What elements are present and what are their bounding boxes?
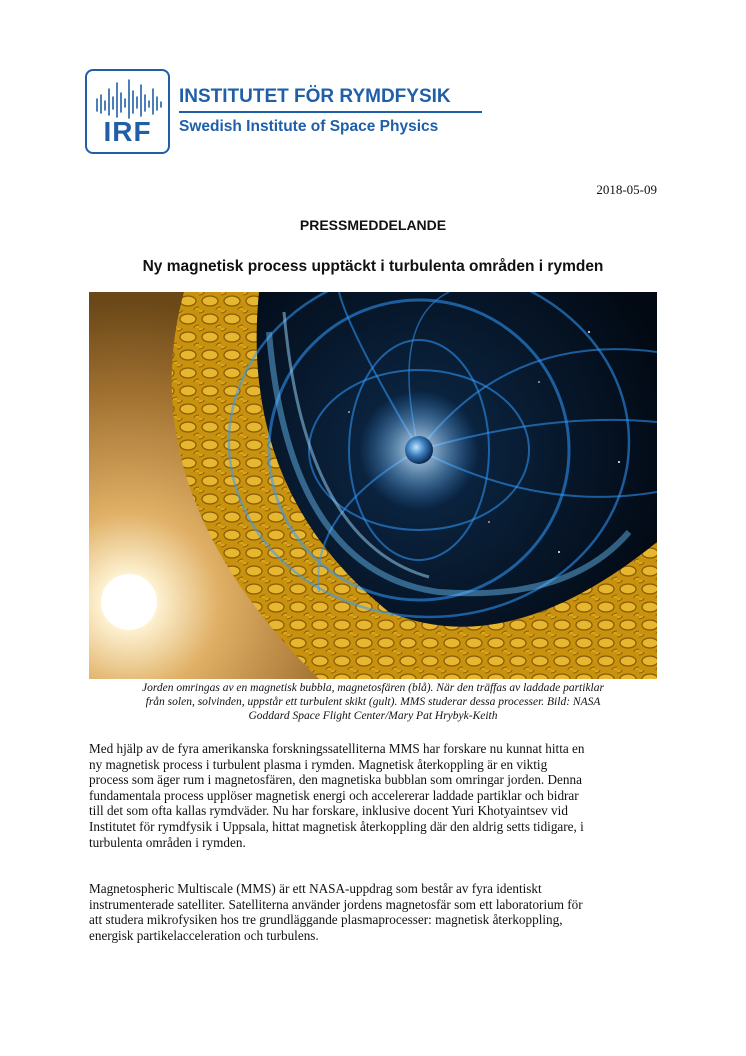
text-line: instrumenterade satelliter. Satelliterna använder jordens magnetosfär som ett laboratorium för: [89, 896, 583, 912]
waveform-icon: [94, 77, 164, 121]
text-line: Med hjälp av de fyra amerikanska forskningssatelliterna MMS har forskare nu kunnat hitta en: [89, 741, 585, 756]
text-line: Magnetospheric Multiscale (MMS) är ett NASA-uppdrag som består av fyra identiskt: [89, 881, 542, 896]
image-caption: [89, 681, 657, 723]
body-paragraph-1: [89, 741, 661, 850]
text-line: process som äger rum i magnetosfären, den magnetiska bubblan som omringar jorden. Denna: [89, 772, 582, 788]
body-paragraph-2: [89, 881, 661, 943]
caption-line: Jorden omringas av en magnetisk bubbla, magnetosfären (blå). När den träffas av laddade partiklar: [142, 682, 604, 694]
sun: [101, 574, 157, 630]
text-line: turbulenta områden i rymden.: [89, 834, 246, 850]
caption-line: Goddard Space Flight Center/Mary Pat Hrybyk-Keith: [248, 710, 498, 722]
institute-name: INSTITUTET FÖR RYMDFYSIK: [179, 86, 451, 107]
headline: Ny magnetisk process upptäckt i turbulenta områden i rymden: [142, 258, 604, 275]
institute-name-english: Swedish Institute of Space Physics: [179, 118, 439, 135]
text-line: till det som ofta kallas rymdväder. Nu har forskare, inklusive docent Yuri Khotyaintsev vid: [89, 803, 568, 819]
caption-line: från solen, solvinden, uppstår ett turbulent skikt (gult). MMS studerar dessa processer. Bild: NASA: [145, 696, 601, 708]
text-line: Institutet för rymdfysik i Uppsala, hittat magnetisk återkoppling där den aldrig setts tidigare, i: [89, 818, 584, 834]
irf-logo: [85, 69, 170, 154]
magnetosphere-illustration: [89, 292, 657, 679]
text-line: fundamentala process upplöser magnetisk energi och accelererar laddade partiklar och bidrar: [89, 787, 579, 803]
header-divider: [179, 111, 482, 113]
logo-text: IRF: [103, 116, 152, 147]
press-release-label: PRESSMEDDELANDE: [299, 217, 447, 233]
text-line: ny magnetisk process i turbulent plasma i rymden. Magnetisk återkoppling är en viktig: [89, 756, 548, 772]
text-line: energisk partikelacceleration och turbulens.: [89, 927, 319, 943]
release-date: 2018-05-09: [596, 182, 657, 197]
text-line: att studera mikrofysiken hos tre grundläggande plasmaprocesser: magnetisk återkoppling,: [89, 912, 563, 928]
earth: [405, 436, 433, 464]
